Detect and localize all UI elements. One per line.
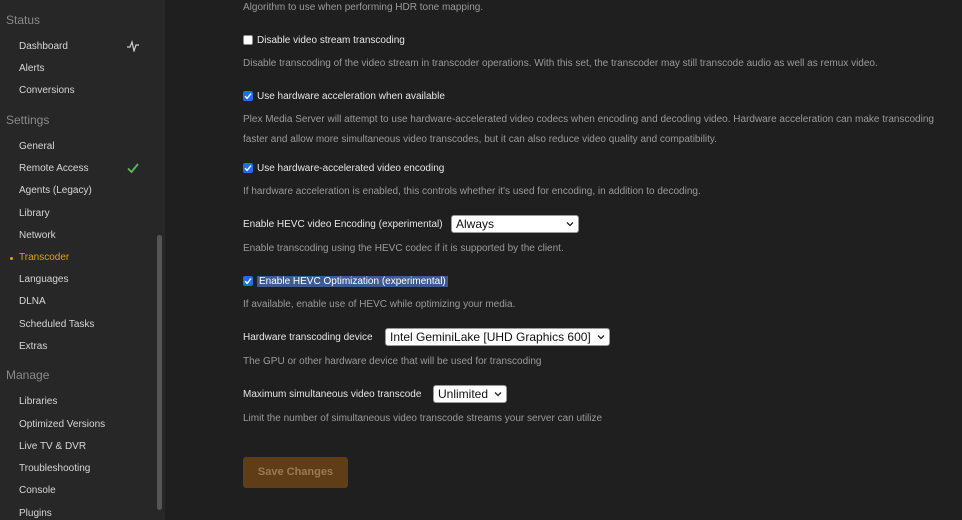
transcoder-settings-panel (165, 0, 962, 520)
sidebar-item-label: Dashboard (19, 41, 68, 52)
hevc-optimization-description: If available, enable use of HEVC while optimizing your media. (243, 299, 516, 310)
max-transcode-label: Maximum simultaneous video transcode (243, 389, 422, 400)
sidebar-item-label: Agents (Legacy) (19, 185, 92, 196)
checkmark-icon (244, 164, 252, 172)
hw-encoding-description: If hardware acceleration is enabled, this controls whether it's used for encoding, in addition to decoding. (243, 186, 701, 197)
sidebar-item-network[interactable] (19, 226, 149, 246)
hw-accel-row[interactable] (243, 89, 445, 103)
hw-device-value: Intel GeminiLake [UHD Graphics 600] (390, 330, 591, 344)
chevron-down-icon (494, 390, 502, 398)
sidebar-item-optimized-versions[interactable] (19, 415, 149, 435)
sidebar-item-dashboard[interactable] (19, 37, 149, 57)
disable-video-transcoding-checkbox[interactable] (243, 35, 253, 45)
active-indicator-dot (10, 257, 13, 260)
sidebar-heading-status: Status (6, 13, 41, 27)
sidebar-item-label: Live TV & DVR (19, 441, 87, 452)
sidebar-item-library[interactable] (19, 204, 149, 224)
sidebar-item-label: Libraries (19, 396, 58, 407)
hw-device-description: The GPU or other hardware device that will be used for transcoding (243, 356, 542, 367)
sidebar-item-agents-legacy[interactable] (19, 181, 149, 201)
sidebar-item-label: Scheduled Tasks (19, 319, 95, 330)
checkmark-icon (244, 92, 252, 100)
checkmark-icon (244, 277, 252, 285)
hw-device-select[interactable] (385, 328, 610, 346)
sidebar-heading-manage: Manage (6, 368, 50, 382)
tone-mapping-description: Algorithm to use when performing HDR tone mapping. (243, 2, 484, 13)
hevc-encoding-select[interactable] (451, 215, 579, 233)
sidebar-item-extras[interactable] (19, 337, 149, 357)
sidebar-item-troubleshooting[interactable] (19, 459, 149, 479)
disable-video-transcoding-label: Disable video stream transcoding (257, 34, 405, 46)
chevron-down-icon (597, 333, 605, 341)
sidebar-item-label: Extras (19, 341, 48, 352)
hw-device-label: Hardware transcoding device (243, 332, 373, 343)
save-changes-button[interactable]: Save Changes (243, 457, 348, 488)
sidebar-item-label: Languages (19, 274, 69, 285)
activity-icon (127, 40, 139, 52)
hw-accel-label: Use hardware acceleration when available (257, 90, 445, 102)
sidebar-item-label: Conversions (19, 85, 75, 96)
disable-video-transcoding-row[interactable] (243, 33, 405, 47)
sidebar-item-label: Troubleshooting (19, 463, 91, 474)
max-transcode-value: Unlimited (438, 387, 489, 401)
sidebar-item-label: Network (19, 230, 56, 241)
sidebar-item-label: Plugins (19, 508, 52, 519)
sidebar-item-libraries[interactable] (19, 392, 149, 412)
sidebar-item-label: DLNA (19, 296, 46, 307)
sidebar-item-label: Console (19, 485, 56, 496)
sidebar-item-alerts[interactable] (19, 59, 149, 79)
check-icon (127, 162, 139, 174)
sidebar-item-label: General (19, 141, 55, 152)
sidebar-item-live-tv-dvr[interactable] (19, 437, 149, 457)
sidebar-item-label: Remote Access (19, 163, 89, 174)
hw-accel-checkbox[interactable] (243, 91, 253, 101)
chevron-down-icon (566, 220, 574, 228)
max-transcode-description: Limit the number of simultaneous video transcode streams your server can utilize (243, 413, 603, 424)
hevc-encoding-label: Enable HEVC video Encoding (experimental) (243, 219, 443, 230)
sidebar-item-label: Alerts (19, 63, 45, 74)
sidebar-item-dlna[interactable] (19, 292, 149, 312)
sidebar-item-console[interactable] (19, 481, 149, 501)
hw-encoding-row[interactable] (243, 161, 444, 175)
sidebar-item-conversions[interactable] (19, 81, 149, 101)
hw-encoding-checkbox[interactable] (243, 163, 253, 173)
sidebar-item-plugins[interactable] (19, 504, 149, 520)
sidebar-item-label: Optimized Versions (19, 419, 106, 430)
sidebar-item-label: Library (19, 208, 50, 219)
sidebar-item-remote-access[interactable] (19, 159, 149, 179)
hevc-optimization-row[interactable] (243, 274, 448, 288)
hw-encoding-label: Use hardware-accelerated video encoding (257, 162, 445, 174)
sidebar (0, 0, 165, 520)
sidebar-item-transcoder[interactable] (19, 248, 149, 268)
max-transcode-select[interactable] (433, 385, 507, 403)
sidebar-heading-settings: Settings (6, 113, 50, 127)
sidebar-item-label: Transcoder (19, 252, 70, 263)
sidebar-item-scheduled-tasks[interactable] (19, 315, 149, 335)
sidebar-item-languages[interactable] (19, 270, 149, 290)
hevc-encoding-description: Enable transcoding using the HEVC codec if it is supported by the client. (243, 243, 564, 254)
disable-video-transcoding-description: Disable transcoding of the video stream in transcoder operations. With this set, the transcoder may still transcode audio as well as remux video. (243, 58, 878, 69)
hevc-optimization-label: Enable HEVC Optimization (experimental) (259, 275, 446, 287)
sidebar-item-general[interactable] (19, 137, 149, 157)
sidebar-scrollbar[interactable] (157, 235, 162, 510)
hevc-encoding-value: Always (456, 217, 495, 231)
hevc-optimization-checkbox[interactable] (243, 276, 253, 286)
hw-accel-description: Plex Media Server will attempt to use hardware-accelerated video codecs when encoding and decoding video. Hardware acceleration can make transcoding faster and allow more simultaneous video transcodes, but it can also reduce video quality and compatibility. (243, 114, 934, 145)
